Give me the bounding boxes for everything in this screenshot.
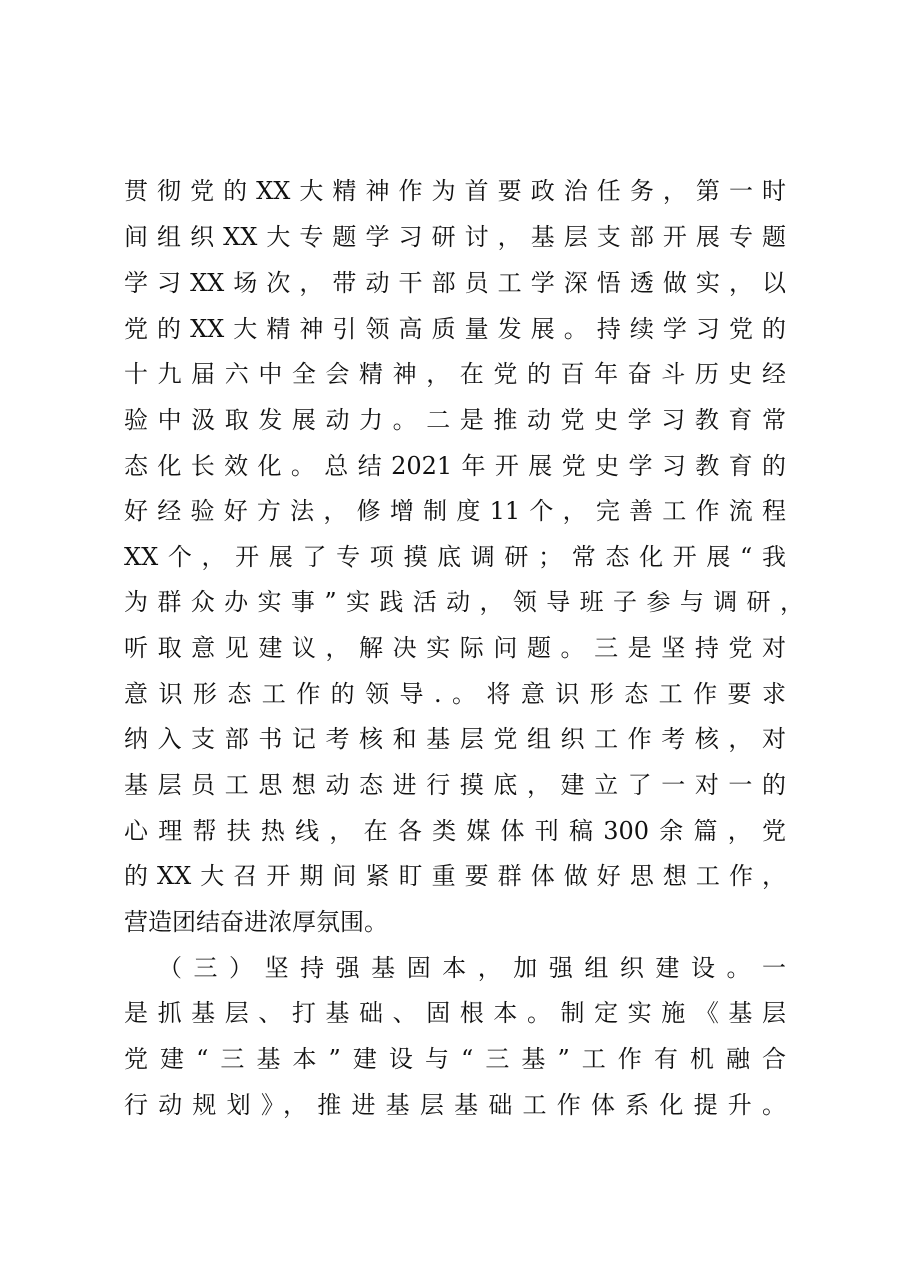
text-line: 是抓基层、打基础、固根本。制定实施《基层 [124,999,786,1027]
text-line: 党的XX大精神引领高质量发展。持续学习党的 [124,315,786,343]
text-line: 态化长效化。总结2021年开展党史学习教育的 [124,452,786,480]
text-line: 基层员工思想动态进行摸底，建立了一对一的 [124,771,786,799]
text-line: 营造团结奋进浓厚氛围。 [124,908,388,936]
text-line: 纳入支部书记考核和基层党组织工作考核，对 [124,725,786,753]
text-line: 好经验好方法，修增制度11个，完善工作流程 [124,497,786,525]
text-line: 听取意见建议，解决实际问题。三是坚持党对 [124,634,786,662]
text-line: 间组织XX大专题学习研讨，基层支部开展专题 [124,223,786,251]
section-heading-line: （三）坚持强基固本，加强组织建设。一 [158,954,786,982]
text-line: 学习XX场次，带动干部员工学深悟透做实，以 [124,269,786,297]
text-line: 十九届六中全会精神，在党的百年奋斗历史经 [124,360,786,388]
text-line: 验中汲取发展动力。二是推动党史学习教育常 [124,406,786,434]
text-line: 贯彻党的XX大精神作为首要政治任务，第一时 [124,177,786,205]
text-line: 的XX大召开期间紧盯重要群体做好思想工作， [124,862,786,890]
text-line: 心理帮扶热线，在各类媒体刊稿300余篇，党 [124,817,786,845]
text-line: 为群众办实事”实践活动，领导班子参与调研， [124,588,804,616]
text-line: 党建“三基本”建设与“三基”工作有机融合 [124,1045,786,1073]
text-line: 意识形态工作的领导.。将意识形态工作要求 [124,680,786,708]
text-line: 行动规划》，推进基层基础工作体系化提升。 [124,1091,786,1119]
text-line: XX个，开展了专项摸底调研；常态化开展“我 [124,543,786,571]
